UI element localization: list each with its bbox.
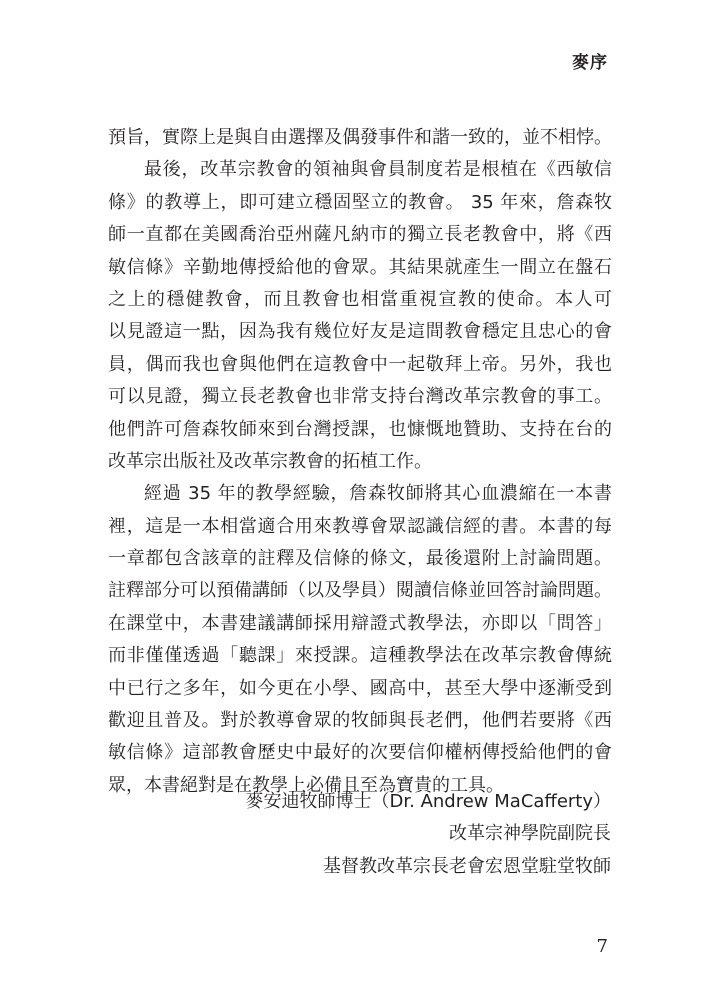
text-line: 預旨，實際上是與自由選擇及偶發事件和諧一致的，並不相悖。 [108,127,612,148]
text-line: 條》的教導上，即可建立穩固堅立的教會。 35 年來，詹森牧 [108,191,612,213]
text-line: 之上的穩健教會，而且教會也相當重視宣教的使命。本人可 [108,288,612,310]
signature-title: 改革宗神學院副院長 [449,823,611,845]
running-title: 麥序 [572,53,608,73]
text-line: 員，偶而我也會與他們在這教會中一起敬拜上帝。另外，我也 [108,353,612,375]
text-line: 敏信條》這部教會歷史中最好的次要信仰權柄傳授給他們的會 [108,742,612,764]
body-text [108,122,612,802]
text-line: 以見證這一點，因為我有幾位好友是這間教會穩定且忠心的會 [108,321,612,343]
signature-block [246,786,611,883]
signature-church: 基督教改革宗長老會宏恩堂駐堂牧師 [323,855,611,877]
page-number: 7 [596,936,608,957]
text-line: 眾，本書絕對是在教學上必備且至為寶貴的工具。 [108,774,504,796]
text-line: 註釋部分可以預備講師（以及學員）閱讀信條並回答討論問題。 [108,580,612,602]
text-line: 一章都包含該章的註釋及信條的條文，最後還附上討論問題。 [108,548,612,570]
text-line: 最後，改革宗教會的領袖與會員制度若是根植在《西敏信 [144,159,612,181]
text-line: 在課堂中，本書建議講師採用辯證式教學法，亦即以「問答」 [108,612,612,634]
text-line: 而非僅僅透過「聽課」來授課。這種教學法在改革宗教會傳統 [108,645,612,667]
text-line: 敏信條》辛勤地傳授給他的會眾。其結果就產生一間立在盤石 [108,256,612,278]
text-line: 他們許可詹森牧師來到台灣授課，也慷慨地贊助、支持在台的 [108,418,612,440]
text-line: 改革宗出版社及改革宗教會的拓植工作。 [108,450,432,472]
signature-name: 麥安迪牧師博士（Dr. Andrew MaCafferty） [245,791,611,812]
text-line: 師一直都在美國喬治亞州薩凡納市的獨立長老教會中，將《西 [108,224,612,246]
text-line: 中已行之多年，如今更在小學、國高中，甚至大學中逐漸受到 [108,677,612,699]
text-line: 裡，這是一本相當適合用來教導會眾認識信經的書。本書的每 [108,515,612,537]
text-line: 經過 35 年的教學經驗，詹森牧師將其心血濃縮在一本書 [144,483,612,505]
text-line: 歡迎且普及。對於教導會眾的牧師與長老們，他們若要將《西 [108,710,612,732]
text-line: 可以見證，獨立長老教會也非常支持台灣改革宗教會的事工。 [108,386,612,408]
